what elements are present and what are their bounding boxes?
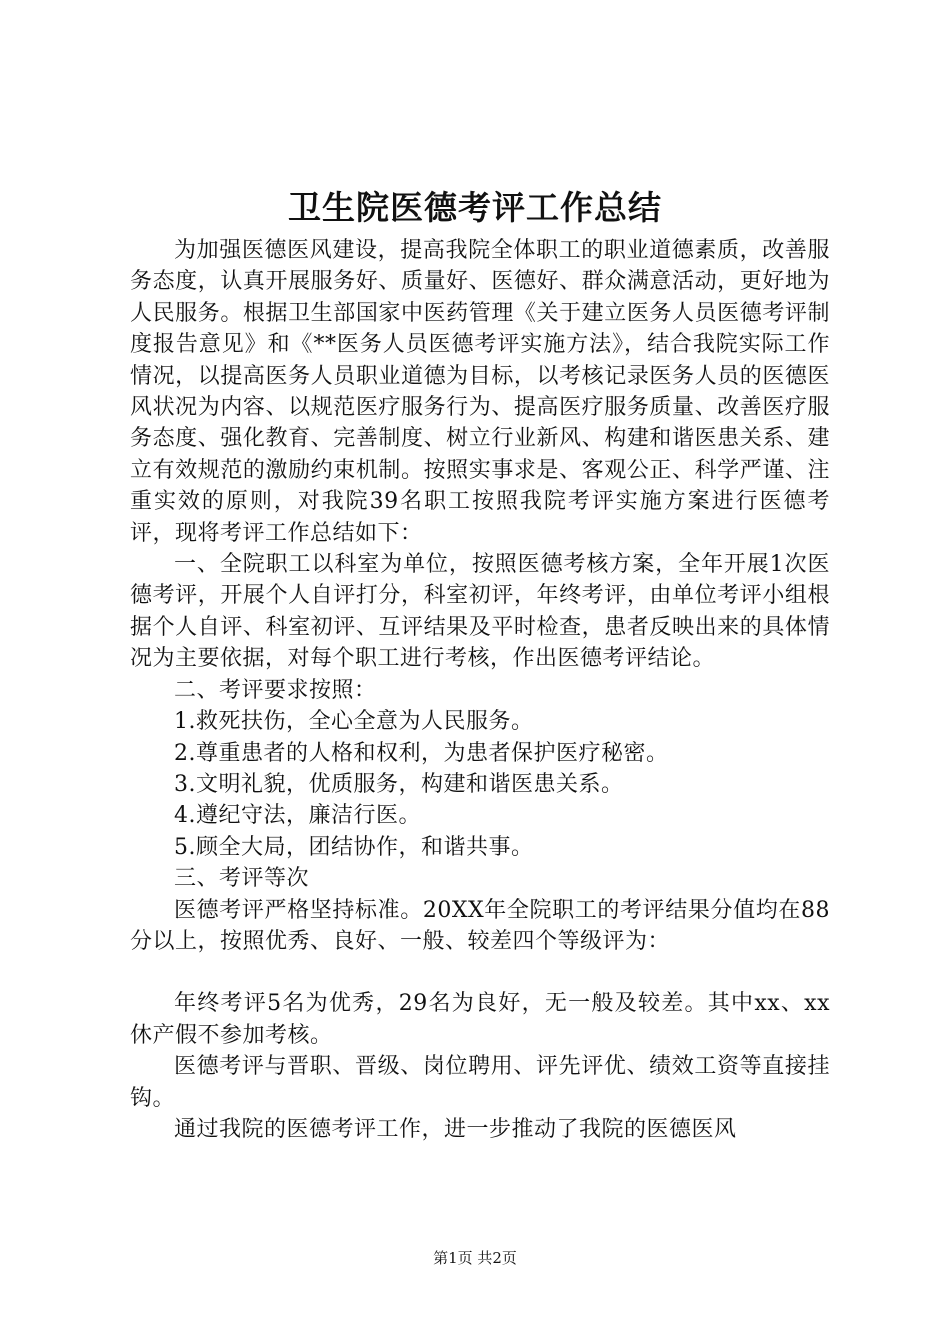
list-item-1: 1.救死扶伤，全心全意为人民服务。 <box>174 709 534 735</box>
paragraph-intro: 为加强医德医风建设，提高我院全体职工的职业道德素质，改善服务态度，认真开展服务好、质量好、医德好、群众满意活动，更好地为人民服务。根据卫生部国家中医药管理《关于建立医务人员医德考评制度报告意见》和《**医务人员医德考评实施方法》，结合我院实际工作情况，以提高医务人员职业道德为目标，以考核记录医务人员的医德医风状况为内容、以规范医疗服务行为、提高医疗服务质量、改善医疗服务态度、强化教育、完善制度、树立行业新风、构建和谐医患关系、建立有效规范的激励约束机制。按照实事求是、客观公正、科学严谨、注重实效的原则，对我院39名职工按照我院考评实施方案进行医德考评，现将考评工作总结如下： <box>130 238 830 546</box>
paragraph-section-3-heading: 三、考评等次 <box>174 866 310 892</box>
document-title: 卫生院医德考评工作总结 <box>288 188 662 227</box>
blank-line <box>130 957 830 988</box>
paragraph-linkage: 医德考评与晋职、晋级、岗位聘用、评先评优、绩效工资等直接挂钩。 <box>130 1054 830 1111</box>
list-item-4: 4.遵纪守法，廉洁行医。 <box>174 803 421 829</box>
paragraph-conclusion: 通过我院的医德考评工作，进一步推动了我院的医德医风 <box>174 1116 737 1142</box>
paragraph-results: 年终考评5名为优秀，29名为良好，无一般及较差。其中xx、xx休产假不参加考核。 <box>130 991 830 1048</box>
paragraph-section-2-heading: 二、考评要求按照： <box>174 677 377 703</box>
page-footer: 第1页 共2页 <box>433 1249 517 1267</box>
list-item-2: 2.尊重患者的人格和权利，为患者保护医疗秘密。 <box>174 740 669 766</box>
paragraph-standard: 医德考评严格坚持标准。20XX年全院职工的考评结果分值均在88分以上，按照优秀、良好、一般、较差四个等级评为： <box>130 897 830 954</box>
list-item-3: 3.文明礼貌，优质服务，构建和谐医患关系。 <box>174 771 624 797</box>
list-item-5: 5.顾全大局，团结协作，和谐共事。 <box>174 834 534 860</box>
document-body <box>130 235 830 1145</box>
paragraph-section-1: 一、全院职工以科室为单位，按照医德考核方案，全年开展1次医德考评，开展个人自评打分，科室初评，年终考评，由单位考评小组根据个人自评、科室初评、互评结果及平时检查，患者反映出来的具体情况为主要依据，对每个职工进行考核，作出医德考评结论。 <box>130 552 830 672</box>
